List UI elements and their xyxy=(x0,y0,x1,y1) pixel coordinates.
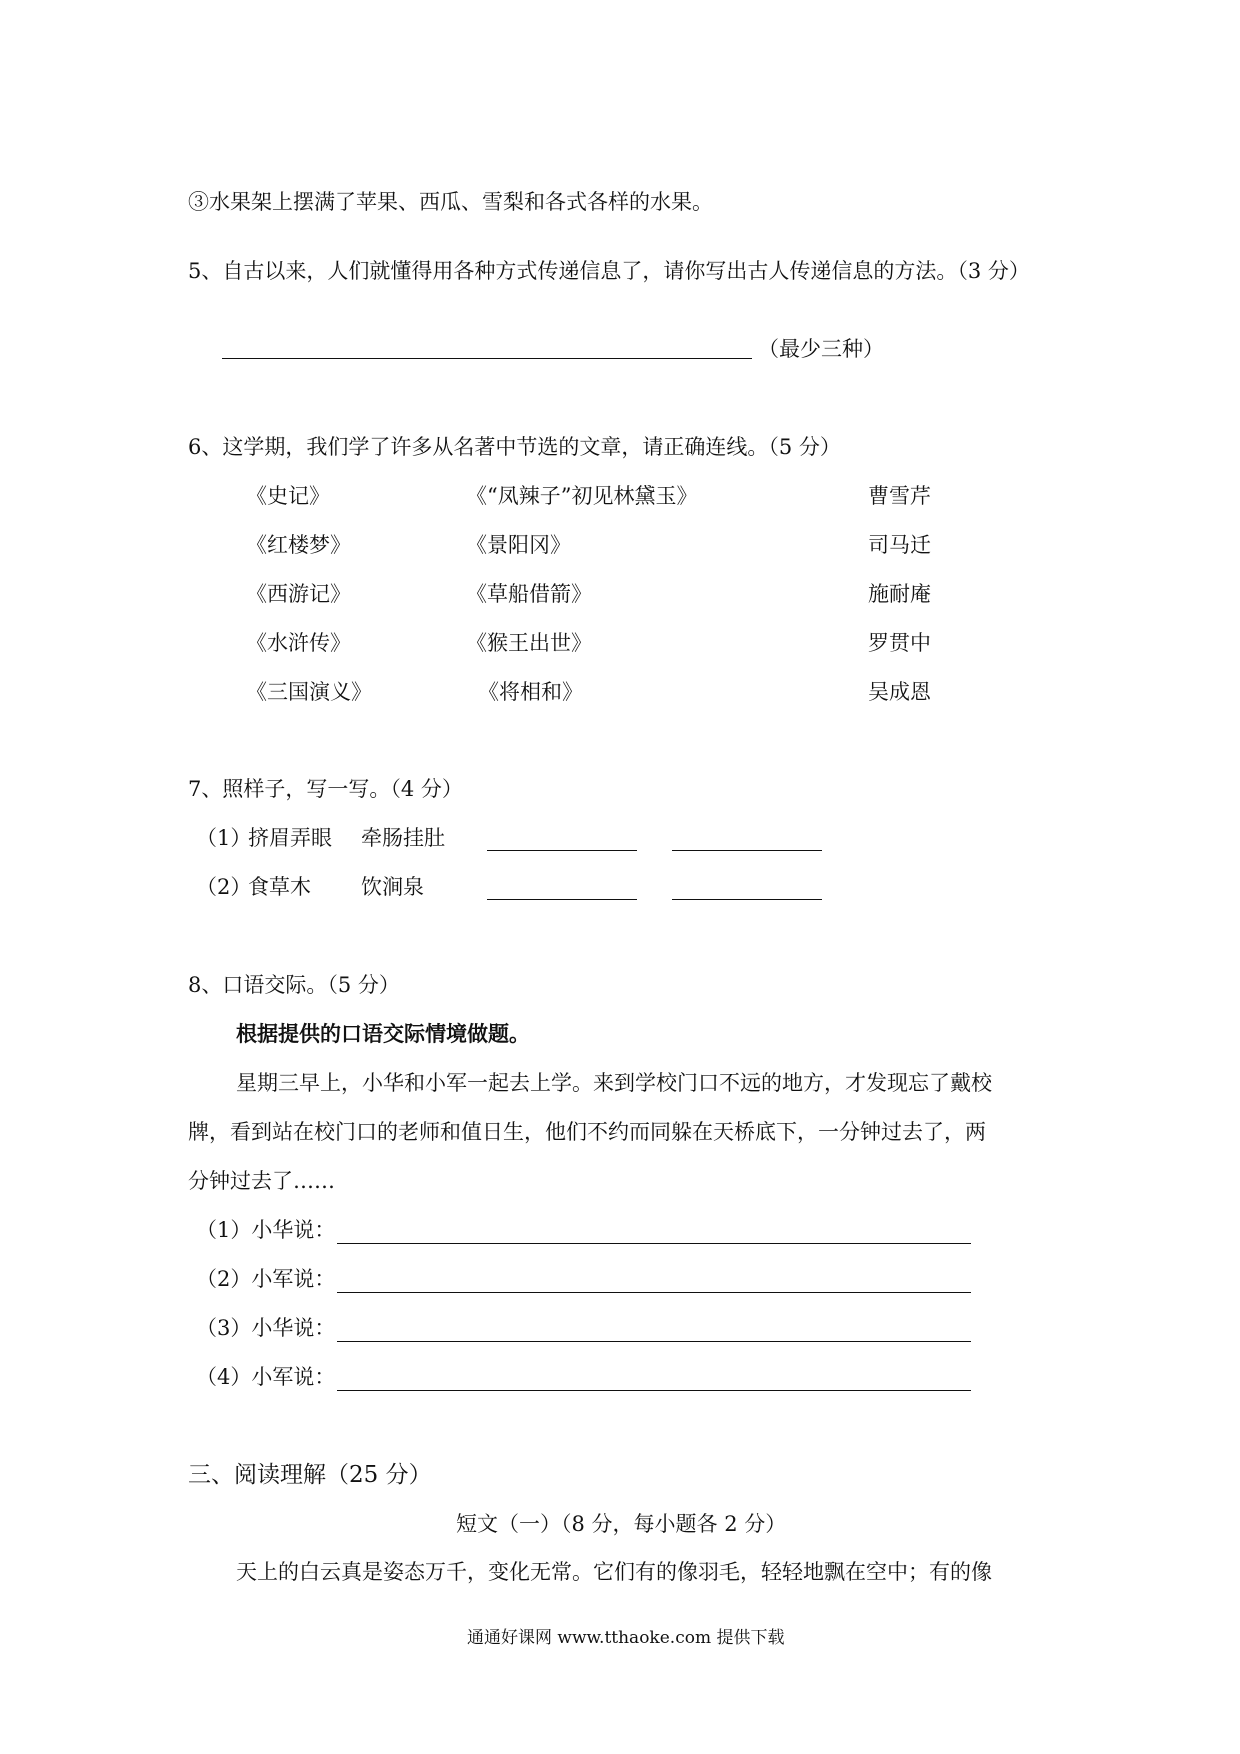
q8-answer-line[interactable] xyxy=(337,1243,971,1244)
q8-answer-label: （1）小华说： xyxy=(196,1218,336,1242)
q6-chapter[interactable]: 《景阳冈》 xyxy=(466,533,571,557)
q5-answer-line[interactable] xyxy=(222,358,752,359)
q7-row-num: （1） xyxy=(196,826,252,850)
q6-book[interactable]: 《西游记》 xyxy=(246,582,351,606)
q7-prompt: 7、照样子，写一写。（4 分） xyxy=(188,777,463,801)
q6-chapter[interactable]: 《草船借箭》 xyxy=(466,582,592,606)
q5-prompt: 5、自古以来，人们就懂得用各种方式传递信息了，请你写出古人传递信息的方法。（3 分） xyxy=(188,259,1030,283)
q4-item-3: ③水果架上摆满了苹果、西瓜、雪梨和各式各样的水果。 xyxy=(188,190,713,214)
q6-author[interactable]: 曹雪芹 xyxy=(868,484,931,508)
q7-example-b: 牵肠挂肚 xyxy=(361,826,445,850)
q6-author[interactable]: 罗贯中 xyxy=(868,631,931,655)
q7-answer-line[interactable] xyxy=(487,850,637,851)
q6-book[interactable]: 《红楼梦》 xyxy=(246,533,351,557)
q6-prompt: 6、这学期，我们学了许多从名著中节选的文章，请正确连线。（5 分） xyxy=(188,435,841,459)
q8-answer-label: （3）小华说： xyxy=(196,1316,336,1340)
q6-book[interactable]: 《水浒传》 xyxy=(246,631,351,655)
q6-author[interactable]: 施耐庵 xyxy=(868,582,931,606)
q5-hint: （最少三种） xyxy=(758,337,884,361)
q7-answer-line[interactable] xyxy=(672,899,822,900)
q6-chapter[interactable]: 《猴王出世》 xyxy=(466,631,592,655)
q7-example-b: 饮涧泉 xyxy=(361,875,424,899)
page-footer: 通通好课网 www.tthaoke.com 提供下载 xyxy=(467,1628,785,1648)
q8-instruction: 根据提供的口语交际情境做题。 xyxy=(236,1021,530,1046)
q8-story-line: 牌，看到站在校门口的老师和值日生，他们不约而同躲在天桥底下，一分钟过去了，两 xyxy=(188,1120,986,1144)
q7-answer-line[interactable] xyxy=(487,899,637,900)
q8-answer-label: （4）小军说： xyxy=(196,1365,336,1389)
q6-book[interactable]: 《史记》 xyxy=(246,484,330,508)
q8-story-line: 分钟过去了…… xyxy=(188,1169,335,1193)
section-3-heading: 三、阅读理解（25 分） xyxy=(188,1462,432,1488)
q8-answer-line[interactable] xyxy=(337,1292,971,1293)
q7-example-a: 食草木 xyxy=(248,875,311,899)
q8-answer-label: （2）小军说： xyxy=(196,1267,336,1291)
q7-row-num: （2） xyxy=(196,875,252,899)
q6-book[interactable]: 《三国演义》 xyxy=(246,680,372,704)
passage-title: 短文（一）（8 分，每小题各 2 分） xyxy=(456,1512,787,1536)
q7-answer-line[interactable] xyxy=(672,850,822,851)
q6-author[interactable]: 吴成恩 xyxy=(868,680,931,704)
q8-story-line: 星期三早上，小华和小军一起去上学。来到学校门口不远的地方，才发现忘了戴校 xyxy=(236,1071,992,1095)
q6-chapter[interactable]: 《“凤辣子”初见林黛玉》 xyxy=(466,484,698,508)
q7-example-a: 挤眉弄眼 xyxy=(248,826,332,850)
q8-prompt: 8、口语交际。（5 分） xyxy=(188,973,400,997)
q8-answer-line[interactable] xyxy=(337,1390,971,1391)
q6-author[interactable]: 司马迁 xyxy=(868,533,931,557)
passage-first-line: 天上的白云真是姿态万千，变化无常。它们有的像羽毛，轻轻地飘在空中；有的像 xyxy=(236,1560,992,1584)
q6-chapter[interactable]: 《将相和》 xyxy=(478,680,583,704)
q8-answer-line[interactable] xyxy=(337,1341,971,1342)
